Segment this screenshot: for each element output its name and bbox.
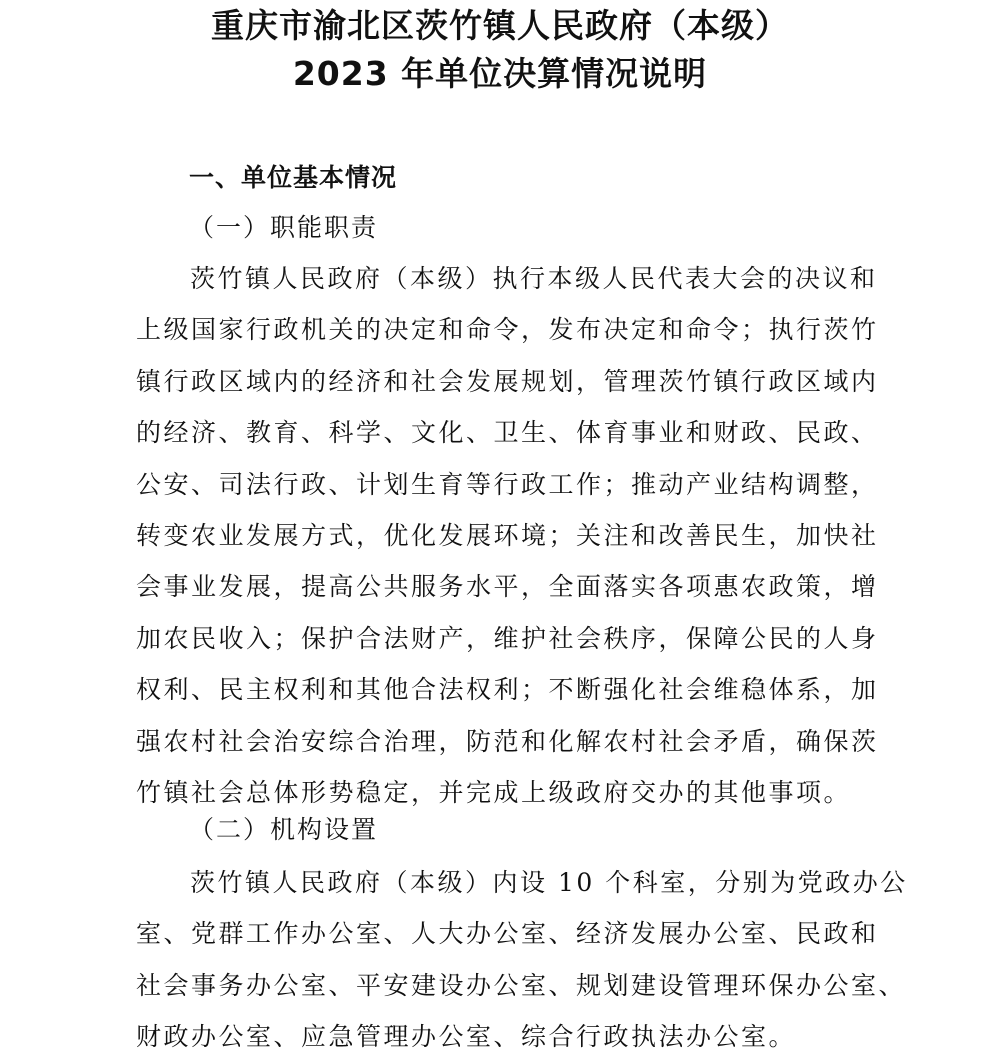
paragraph-line: 财政办公室、应急管理办公室、综合行政执法办公室。 [136,1022,797,1052]
paragraph-line: 权利、民主权利和其他合法权利；不断强化社会维稳体系，加 [136,675,879,705]
paragraph-line: 的经济、教育、科学、文化、卫生、体育事业和财政、民政、 [136,418,879,448]
paragraph-line: 竹镇社会总体形势稳定，并完成上级政府交办的其他事项。 [136,778,852,808]
paragraph-line: 茨竹镇人民政府（本级）内设 10 个科室，分别为党政办公 [190,868,908,897]
paragraph-line: 会事业发展，提高公共服务水平，全面落实各项惠农政策，增 [136,572,879,602]
paragraph-line: 室、党群工作办公室、人大办公室、经济发展办公室、民政和 [136,919,879,949]
paragraph-line: 上级国家行政机关的决定和命令，发布决定和命令；执行茨竹 [136,315,879,345]
subsection-heading-functions: （一）职能职责 [189,213,379,242]
paragraph-functions [136,253,879,818]
section-heading-basic-info: 一、单位基本情况 [189,163,398,192]
paragraph-line: 强农村社会治安综合治理，防范和化解农村社会矛盾，确保茨 [136,726,879,756]
paragraph-line: 加农民收入；保护合法财产，维护社会秩序，保障公民的人身 [136,623,879,653]
paragraph-line: 社会事务办公室、平安建设办公室、规划建设管理环保办公室、 [136,970,907,1000]
document-title-line1: 重庆市渝北区茨竹镇人民政府（本级） [211,6,789,45]
paragraph-organization [136,857,908,1063]
paragraph-line: 茨竹镇人民政府（本级）执行本级人民代表大会的决议和 [190,264,878,293]
subsection-heading-organization: （二）机构设置 [189,815,379,844]
document-title-line2: 2023 年单位决算情况说明 [292,54,708,93]
paragraph-line: 公安、司法行政、计划生育等行政工作；推动产业结构调整， [136,469,879,499]
paragraph-line: 转变农业发展方式，优化发展环境；关注和改善民生，加快社 [136,521,879,551]
paragraph-line: 镇行政区域内的经济和社会发展规划，管理茨竹镇行政区域内 [136,366,879,396]
